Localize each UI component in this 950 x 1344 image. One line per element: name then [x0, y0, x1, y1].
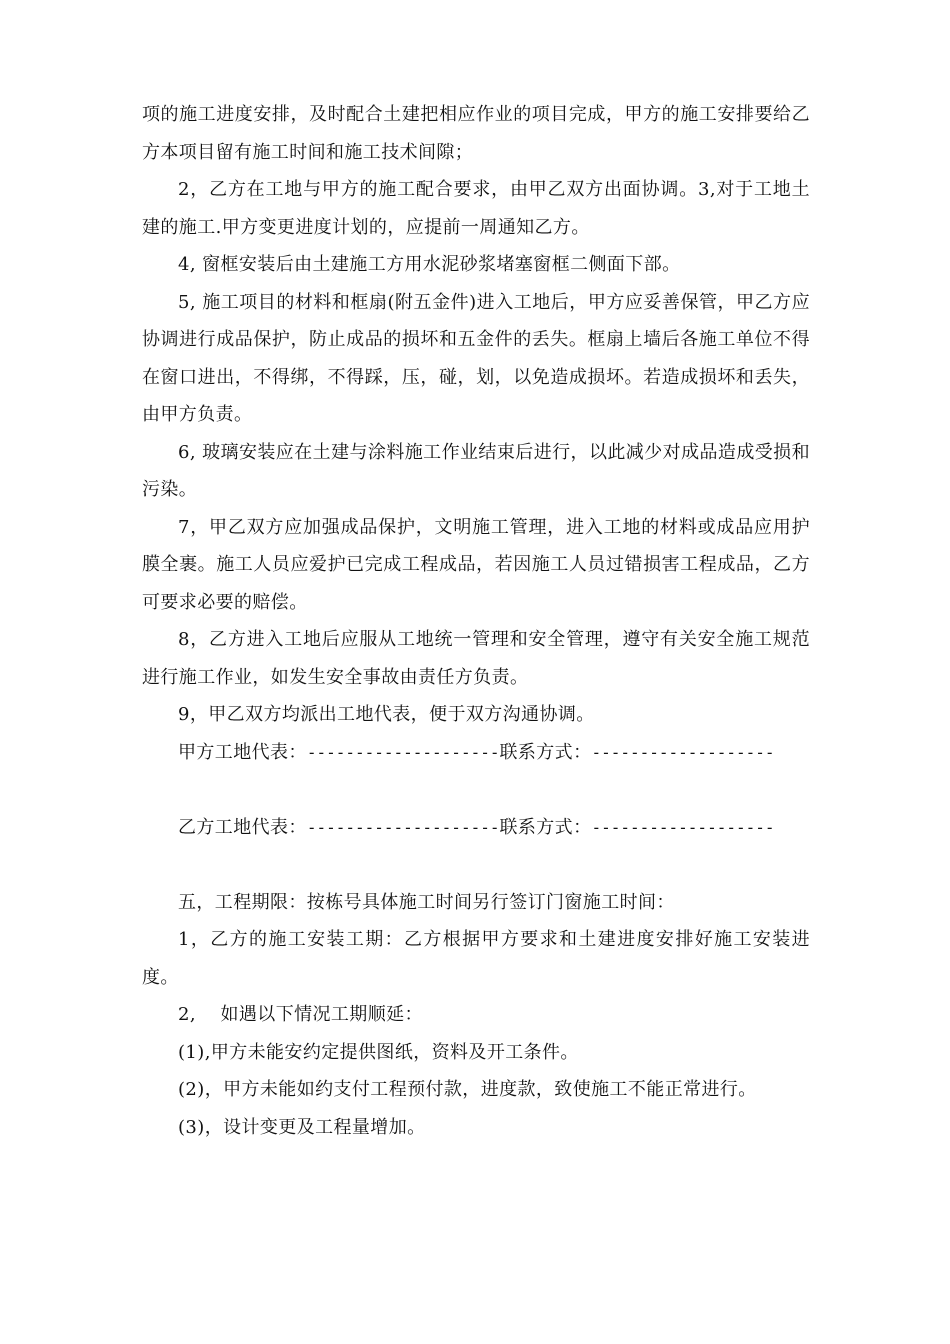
party-a-representative-line [142, 734, 810, 772]
paragraph-schedule-1: 1，乙方的施工安装工期：乙方根据甲方要求和土建进度安排好施工安装进度。 [142, 929, 810, 988]
party-b-contact-label: 联系方式： [499, 816, 592, 838]
party-b-contact-blank: ------------------- [591, 817, 775, 837]
party-a-contact-label: 联系方式： [499, 741, 592, 763]
paragraph-item-2: 2，乙方在工地与甲方的施工配合要求，由甲乙双方出面协调。3,对于工地土建的施工.甲方变更进度计划的，应提前一周通知乙方。 [142, 179, 810, 238]
section-five-heading: 五，工程期限：按栋号具体施工时间另行签订门窗施工时间： [178, 891, 675, 913]
paragraph-item-9: 9，甲乙双方均派出工地代表，便于双方沟通协调。 [178, 704, 595, 725]
paragraph-schedule-2: 2, 如遇以下情况工期顺延： [178, 1004, 423, 1025]
paragraph-continuation: 项的施工进度安排，及时配合土建把相应作业的项目完成，甲方的施工安排要给乙方本项目留有施工时间和施工技术间隙； [142, 104, 810, 163]
party-b-representative-line [142, 809, 810, 847]
party-b-rep-blank: -------------------- [306, 817, 500, 837]
party-a-rep-label: 甲方工地代表： [178, 741, 307, 763]
party-b-rep-label: 乙方工地代表： [178, 816, 307, 838]
paragraph-condition-1: (1),甲方未能安约定提供图纸，资料及开工条件。 [178, 1041, 579, 1063]
party-a-rep-blank: -------------------- [306, 742, 500, 762]
paragraph-item-4: 4, 窗框安装后由土建施工方用水泥砂浆堵塞窗框二侧面下部。 [178, 254, 681, 275]
paragraph-condition-2: (2)，甲方未能如约支付工程预付款，进度款，致使施工不能正常进行。 [178, 1079, 757, 1100]
spacer [142, 771, 810, 809]
paragraph-item-7: 7，甲乙双方应加强成品保护，文明施工管理，进入工地的材料或成品应用护膜全裹。施工人员应爱护已完成工程成品，若因施工人员过错损害工程成品，乙方可要求必要的赔偿。 [142, 516, 810, 613]
paragraph-condition-3: (3)，设计变更及工程量增加。 [178, 1116, 426, 1138]
paragraph-item-5: 5, 施工项目的材料和框扇(附五金件)进入工地后，甲方应妥善保管，甲乙方应协调进行成品保护，防止成品的损坏和五金件的丢失。框扇上墙后各施工单位不得在窗口进出，不得绑，不得踩，压，碰，划，以免造成损坏。若造成损坏和丢失，由甲方负责。 [142, 291, 810, 425]
spacer [142, 846, 810, 884]
party-a-contact-blank: ------------------- [591, 742, 775, 762]
paragraph-item-8: 8，乙方进入工地后应服从工地统一管理和安全管理，遵守有关安全施工规范进行施工作业，如发生安全事故由责任方负责。 [142, 629, 810, 688]
paragraph-item-6: 6, 玻璃安装应在土建与涂料施工作业结束后进行，以此减少对成品造成受损和污染。 [142, 441, 810, 500]
document-body [142, 96, 810, 1146]
